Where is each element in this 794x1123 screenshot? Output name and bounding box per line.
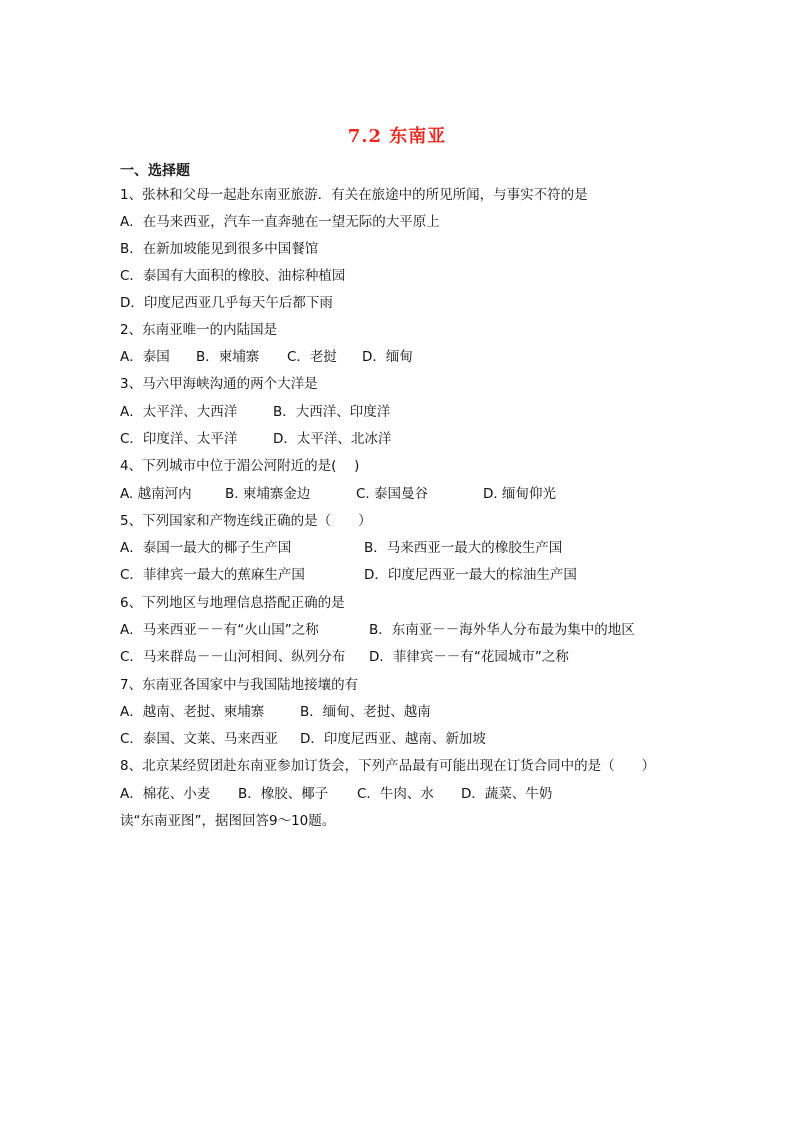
question-2-option-c: C．老挝 xyxy=(287,349,337,365)
question-1-option-a: A．在马来西亚，汽车一直奔驰在一望无际的大平原上 xyxy=(120,214,440,230)
question-1-stem: 1、张林和父母一起赴东南亚旅游．有关在旅途中的所见所闻，与事实不符的是 xyxy=(120,187,588,203)
question-7-stem: 7、东南亚各国家中与我国陆地接壤的有 xyxy=(120,677,359,693)
question-4-option-d: D. 缅甸仰光 xyxy=(483,486,556,502)
question-8-option-c: C．牛肉、水 xyxy=(357,786,434,802)
question-7-option-d: D．印度尼西亚、越南、新加坡 xyxy=(300,731,486,747)
question-6-option-b: B．东南亚－－海外华人分布最为集中的地区 xyxy=(369,622,635,638)
question-2-stem: 2、东南亚唯一的内陆国是 xyxy=(120,322,278,338)
question-8-option-b: B．橡胶、椰子 xyxy=(238,786,329,802)
question-5-option-a: A．泰国一最大的椰子生产国 xyxy=(120,540,292,556)
section-heading: 一、选择题 xyxy=(120,163,190,179)
map-reading-prompt: 读“东南亚图”，据图回答9～10题。 xyxy=(120,813,336,829)
question-2-option-d: D．缅甸 xyxy=(362,349,413,365)
question-1-option-c: C．泰国有大面积的橡胶、油棕种植园 xyxy=(120,268,346,284)
question-8-stem: 8、北京某经贸团赴东南亚参加订货会，下列产品最有可能出现在订货合同中的是（ ） xyxy=(120,758,656,774)
question-4-option-b: B. 柬埔寨金边 xyxy=(225,486,311,502)
question-5-option-b: B．马来西亚一最大的橡胶生产国 xyxy=(364,540,563,556)
question-7-option-b: B．缅甸、老挝、越南 xyxy=(300,704,431,720)
question-3-option-d: D．太平洋、北冰洋 xyxy=(273,431,392,447)
question-3-option-c: C．印度洋、太平洋 xyxy=(120,431,238,447)
question-3-stem: 3、马六甲海峡沟通的两个大洋是 xyxy=(120,376,318,392)
question-5-option-c: C．菲律宾一最大的蕉麻生产国 xyxy=(120,567,305,583)
question-8-option-d: D．蔬菜、牛奶 xyxy=(461,786,553,802)
question-6-option-d: D．菲律宾－－有“花园城市”之称 xyxy=(369,649,569,665)
question-3-option-b: B．大西洋、印度洋 xyxy=(273,404,391,420)
question-2-option-b: B．柬埔寨 xyxy=(196,349,260,365)
question-5-option-d: D．印度尼西亚一最大的棕油生产国 xyxy=(364,567,577,583)
question-6-option-c: C．马来群岛－－山河相间、纵列分布 xyxy=(120,649,346,665)
question-4-option-c: C. 泰国曼谷 xyxy=(356,486,429,502)
question-7-option-c: C．泰国、文莱、马来西亚 xyxy=(120,731,278,747)
page-title: 7.2 东南亚 xyxy=(347,126,447,147)
question-5-stem: 5、下列国家和产物连线正确的是（ ） xyxy=(120,513,372,529)
question-6-stem: 6、下列地区与地理信息搭配正确的是 xyxy=(120,595,345,611)
question-7-option-a: A．越南、老挝、柬埔寨 xyxy=(120,704,265,720)
question-1-option-d: D．印度尼西亚几乎每天午后都下雨 xyxy=(120,295,333,311)
question-4-option-a: A. 越南河内 xyxy=(120,486,192,502)
question-4-stem: 4、下列城市中位于湄公河附近的是( ) xyxy=(120,458,360,474)
question-6-option-a: A．马来西亚－－有“火山国”之称 xyxy=(120,622,319,638)
question-3-option-a: A．太平洋、大西洋 xyxy=(120,404,238,420)
question-2-option-a: A．泰国 xyxy=(120,349,170,365)
question-8-option-a: A．棉花、小麦 xyxy=(120,786,211,802)
question-1-option-b: B．在新加坡能见到很多中国餐馆 xyxy=(120,241,319,257)
